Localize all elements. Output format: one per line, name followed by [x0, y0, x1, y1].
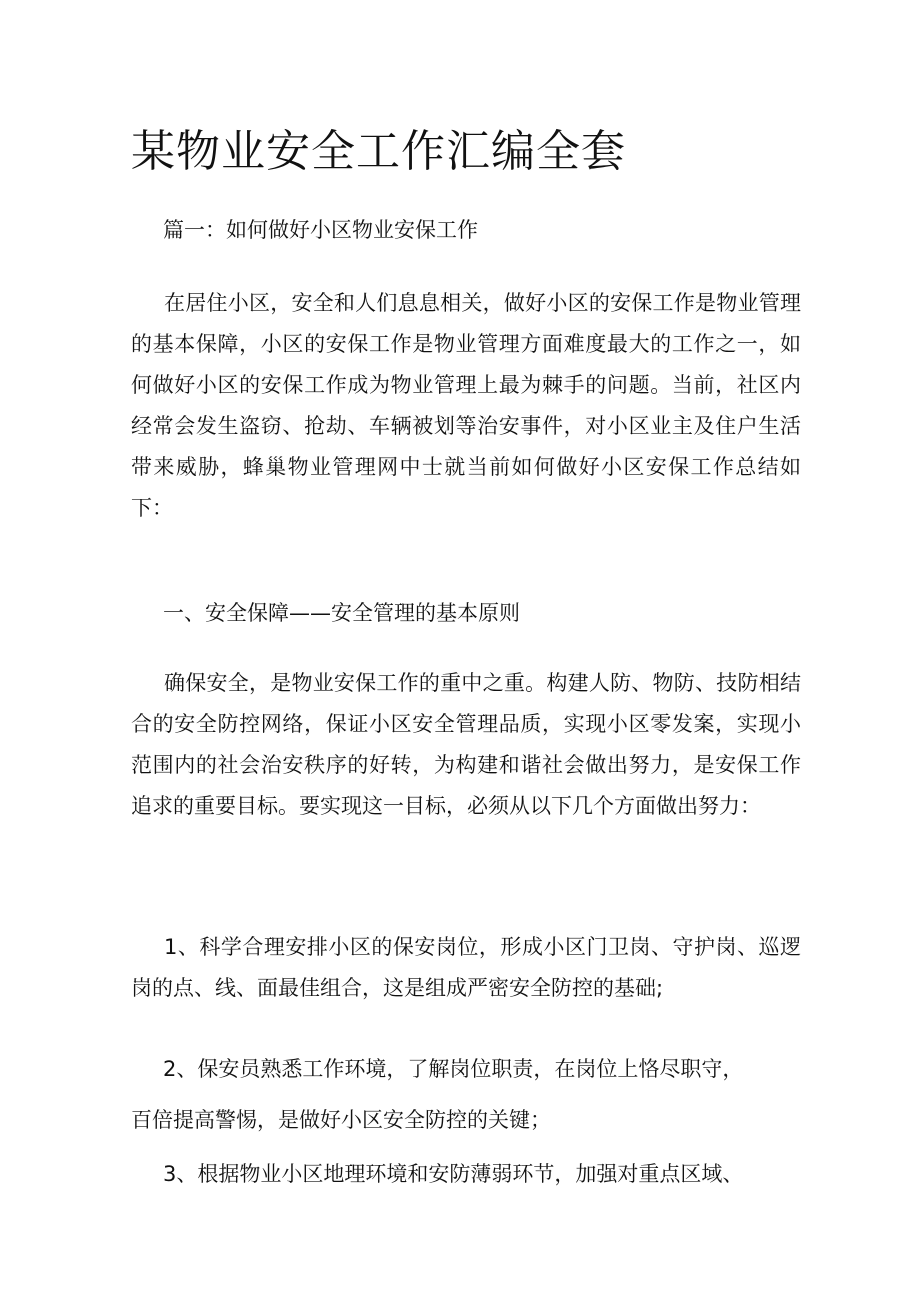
list-item-3: 3、根据物业小区地理环境和安防薄弱环节，加强对重点区域、	[163, 1162, 744, 1186]
intro-paragraph: 在居住小区，安全和人们息息相关，做好小区的安保工作是物业管理的基本保障，小区的安保工作是物业管理方面难度最大的工作之一，如何做好小区的安保工作成为物业管理上最为棘手的问题。当前，社区内经常会发生盗窃、抢劫、车辆被划等治安事件，对小区业主及住户生活带来威胁，蜂巢物业管理网中士就当前如何做好小区安保工作总结如下：	[131, 291, 801, 520]
list-item-2-line-2: 百倍提高警惕，是做好小区安全防控的关键；	[131, 1108, 551, 1132]
list-item-2-line-1: 2、保安员熟悉工作环境，了解岗位职责，在岗位上恪尽职守，	[163, 1057, 744, 1081]
list-item-1: 1、科学合理安排小区的保安岗位，形成小区门卫岗、守护岗、巡逻岗的点、线、面最佳组合，这是组成严密安全防控的基础;	[131, 935, 801, 1000]
heading-safety-principles: 一、安全保障——安全管理的基本原则	[163, 601, 520, 625]
document-title: 某物业安全工作汇编全套	[131, 126, 626, 177]
principle-paragraph: 确保安全，是物业安保工作的重中之重。构建人防、物防、技防相结合的安全防控网络，保证小区安全管理品质，实现小区零发案，实现小范围内的社会治安秩序的好转，为构建和谐社会做出努力，是安保工作追求的重要目标。要实现这一目标，必须从以下几个方面做出努力：	[131, 671, 801, 818]
section-label: 篇一：如何做好小区物业安保工作	[163, 218, 478, 242]
